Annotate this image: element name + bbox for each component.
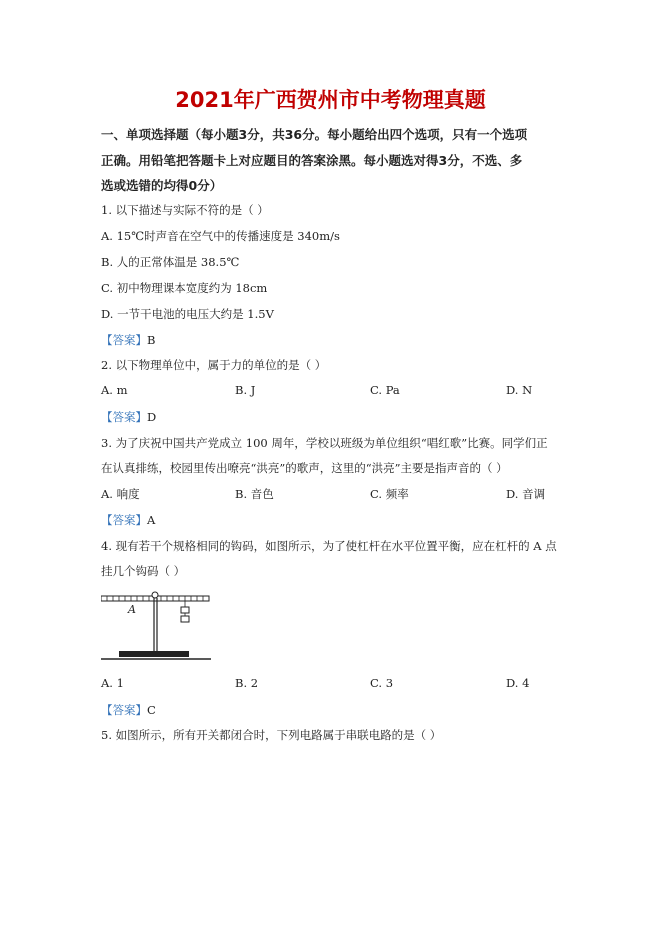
question-2-option-b: B. J [235,383,256,397]
question-4-answer [101,702,156,718]
question-2-answer [101,409,156,425]
hook-weight [181,607,189,613]
answer-value: C [147,703,156,717]
question-4-option-b: B. 2 [235,676,259,690]
question-2-option-a: A. m [101,383,128,397]
answer-value: B [147,333,156,347]
section-heading-line: 选或选错的均得0分） [101,178,223,193]
question-3-stem-line1: 3. 为了庆祝中国共产党成立 100 周年，学校以班级为单位组织“唱红歌”比赛。同学们正 [101,436,548,450]
question-1-answer [101,332,155,348]
question-3-option-b: B. 音色 [235,487,274,501]
question-3-option-a: A. 响度 [101,487,140,501]
question-4-option-c: C. 3 [370,676,394,690]
answer-value: A [147,513,156,527]
answer-tag: 【答案】 [101,513,147,527]
question-1-option-c: C. 初中物理课本宽度约为 18cm [101,281,268,295]
pivot-point [152,592,158,598]
question-3-answer [101,512,155,528]
hook-weight [181,616,189,622]
answer-value: D [147,410,157,424]
question-2-option-d: D. N [506,383,533,397]
page-title: 2021年广西贺州市中考物理真题 [175,88,486,112]
question-1-option-a: A. 15℃时声音在空气中的传播速度是 340m/s [101,229,340,243]
question-3-option-d: D. 音调 [506,487,546,501]
question-4-stem-line2: 挂几个钩码（ ） [101,564,186,578]
section-heading-line: 一、单项选择题（每小题3分，共36分。每小题给出四个选项，只有一个选项 [101,127,528,142]
question-4-stem-line1: 4. 现有若干个规格相同的钩码，如图所示，为了使杠杆在水平位置平衡，应在杠杆的 A 点 [101,539,557,553]
question-1-option-d: D. 一节干电池的电压大约是 1.5V [101,307,274,321]
question-3-stem-line2: 在认真排练，校园里传出嘹亮“洪亮”的歌声，这里的“洪亮”主要是指声音的（ ） [101,461,508,475]
answer-tag: 【答案】 [101,333,147,347]
question-1-stem: 1. 以下描述与实际不符的是（ ） [101,203,269,217]
question-5-stem: 5. 如图所示，所有开关都闭合时，下列电路属于串联电路的是（ ） [101,728,442,742]
question-1-option-b: B. 人的正常体温是 38.5℃ [101,255,240,269]
answer-tag: 【答案】 [101,703,147,717]
question-2-option-c: C. Pa [370,383,400,397]
question-4-option-a: A. 1 [101,676,124,690]
lever-figure [101,589,211,663]
question-4-option-d: D. 4 [506,676,530,690]
answer-tag: 【答案】 [101,410,147,424]
lever-base [119,651,189,657]
section-heading-line: 正确。用铅笔把答题卡上对应题目的答案涂黑。每小题选对得3分，不选、多 [101,153,523,168]
question-2-stem: 2. 以下物理单位中，属于力的单位的是（ ） [101,358,327,372]
question-3-option-c: C. 频率 [370,487,409,501]
point-a-label: A [128,603,136,616]
